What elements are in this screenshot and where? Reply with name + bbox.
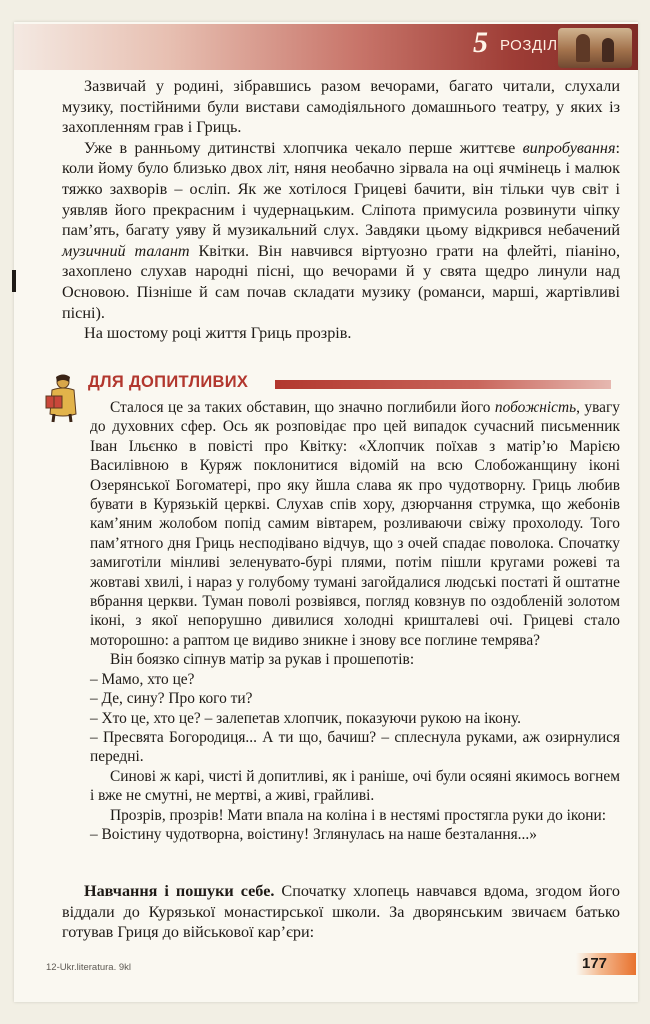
curious-paragraph: Прозрів, прозрів! Мати впала на коліна і в нестямі простягла руки до ікони: [110, 806, 607, 824]
paragraph-childhood: Уже в ранньому дитинстві хлопчика чекало перше життєве випробування: коли йому було близько двох літ, няня необачно зірвала на оці ячмінець і малюк тяжко захворів – осліп. Як же хотілося Грицеві бачити, він тільки чув світ і уявляв його прекрасним і чудернацьким. Сліпота примусила розвинути чіпку пам’ять, багату уяву й музикальний слух. Завдяки цьому відкрився небачений музичний талант Квітки. Він навчився віртуозно грати на флейті, піаніно, захоплено слухав народні пісні, що вечорами й у свята щедро линули над Основою. Пізніше й сам почав складати музику (романси, марші, жартівливі пісні). [62, 138, 620, 322]
section-number: 5 [473, 26, 488, 59]
dialog-line: – Пресвята Богородиця... А ти що, бачиш? – сплеснула руками, аж озирнулися передні. [90, 728, 620, 766]
dialog-line: – Воістину чудотворна, воістину! Зглянулась на наше безталання...» [90, 825, 537, 843]
main-text [62, 76, 620, 344]
curious-title: ДЛЯ ДОПИТЛИВИХ [88, 373, 249, 391]
paragraph-study: Навчання і пошуки себе. Спочатку хлопець навчався вдома, згодом його віддали до Курязької монастирської школи. За дворянським звичаєм батько готував Гриця до військової кар’єри: [62, 882, 620, 942]
curious-text [90, 398, 620, 844]
curious-paragraph: Сталося це за таких обставин, що значно поглибили його побожність, увагу до духовних сфер. Ось як розповідає про цей випадок сучасний письменник Іван Ільєнко в повісті про Квітку: «Хлопчик поїхав з матір’ю Марією Василівною в Куряж поклонитися відомій на всю Слобожанщину іконі Озерянської Богоматері, про яку йшла слава як про чудотворну. Гриць любив бувати в Курязькій церкві. Слухав спів хору, дзюрчання струмка, що жебонів кам’яним жолобом попід самим вівтарем, розливаючи свіжу прохолоду. Того пам’ятного дня Гриць несподівано відчув, що з очей спадає поволока. Спочатку замиготіли мінливі зеленувато-бурі плями, потім пішли кругами рожеві та жовтаві хвилі, і нараз у голубому тумані загойдалися людські постаті й оштатне вбрання церкви. Туман поволі розвіявся, погляд ковзнув по оздобленій золотом іконі, з якої непорушно дивилися холодні кришталеві очі. Грицеві стало моторошно: а раптом це видиво зникне і знову все поглине темрява? [90, 399, 620, 649]
curious-header-bar [275, 380, 611, 389]
paragraph-recovered: На шостому році життя Гриць прозрів. [84, 324, 352, 343]
study-text [62, 881, 620, 943]
dialog-line: – Хто це, хто це? – залепетав хлопчик, показуючи рукою на ікону. [90, 709, 522, 727]
study-heading: Навчання і пошуки себе. [84, 882, 275, 900]
section-word: РОЗДІЛ [500, 37, 558, 54]
section-decor-icon [558, 28, 632, 68]
dialog-line: – Де, сину? Про кого ти? [90, 690, 253, 708]
curious-paragraph: Синові ж карі, чисті й допитливі, як і раніше, очі були осяяні якимось вогнем і вже не смутні, не мертві, а живі, грайливі. [90, 767, 620, 805]
dialog-line: – Мамо, хто це? [90, 670, 195, 688]
page-number: 177 [582, 955, 608, 972]
curious-paragraph: Він боязко сіпнув матір за рукав і прошепотів: [110, 651, 415, 669]
footer-code: 12-Ukr.literatura. 9kl [46, 962, 132, 973]
curious-header [50, 373, 624, 395]
paragraph-family: Зазвичай у родині, зібравшись разом вечорами, багато читали, слухали музику, постійними були вистави самодіяльного домашнього театру, у яких із захопленням грав і Гриць. [62, 77, 620, 137]
margin-mark [12, 270, 16, 292]
